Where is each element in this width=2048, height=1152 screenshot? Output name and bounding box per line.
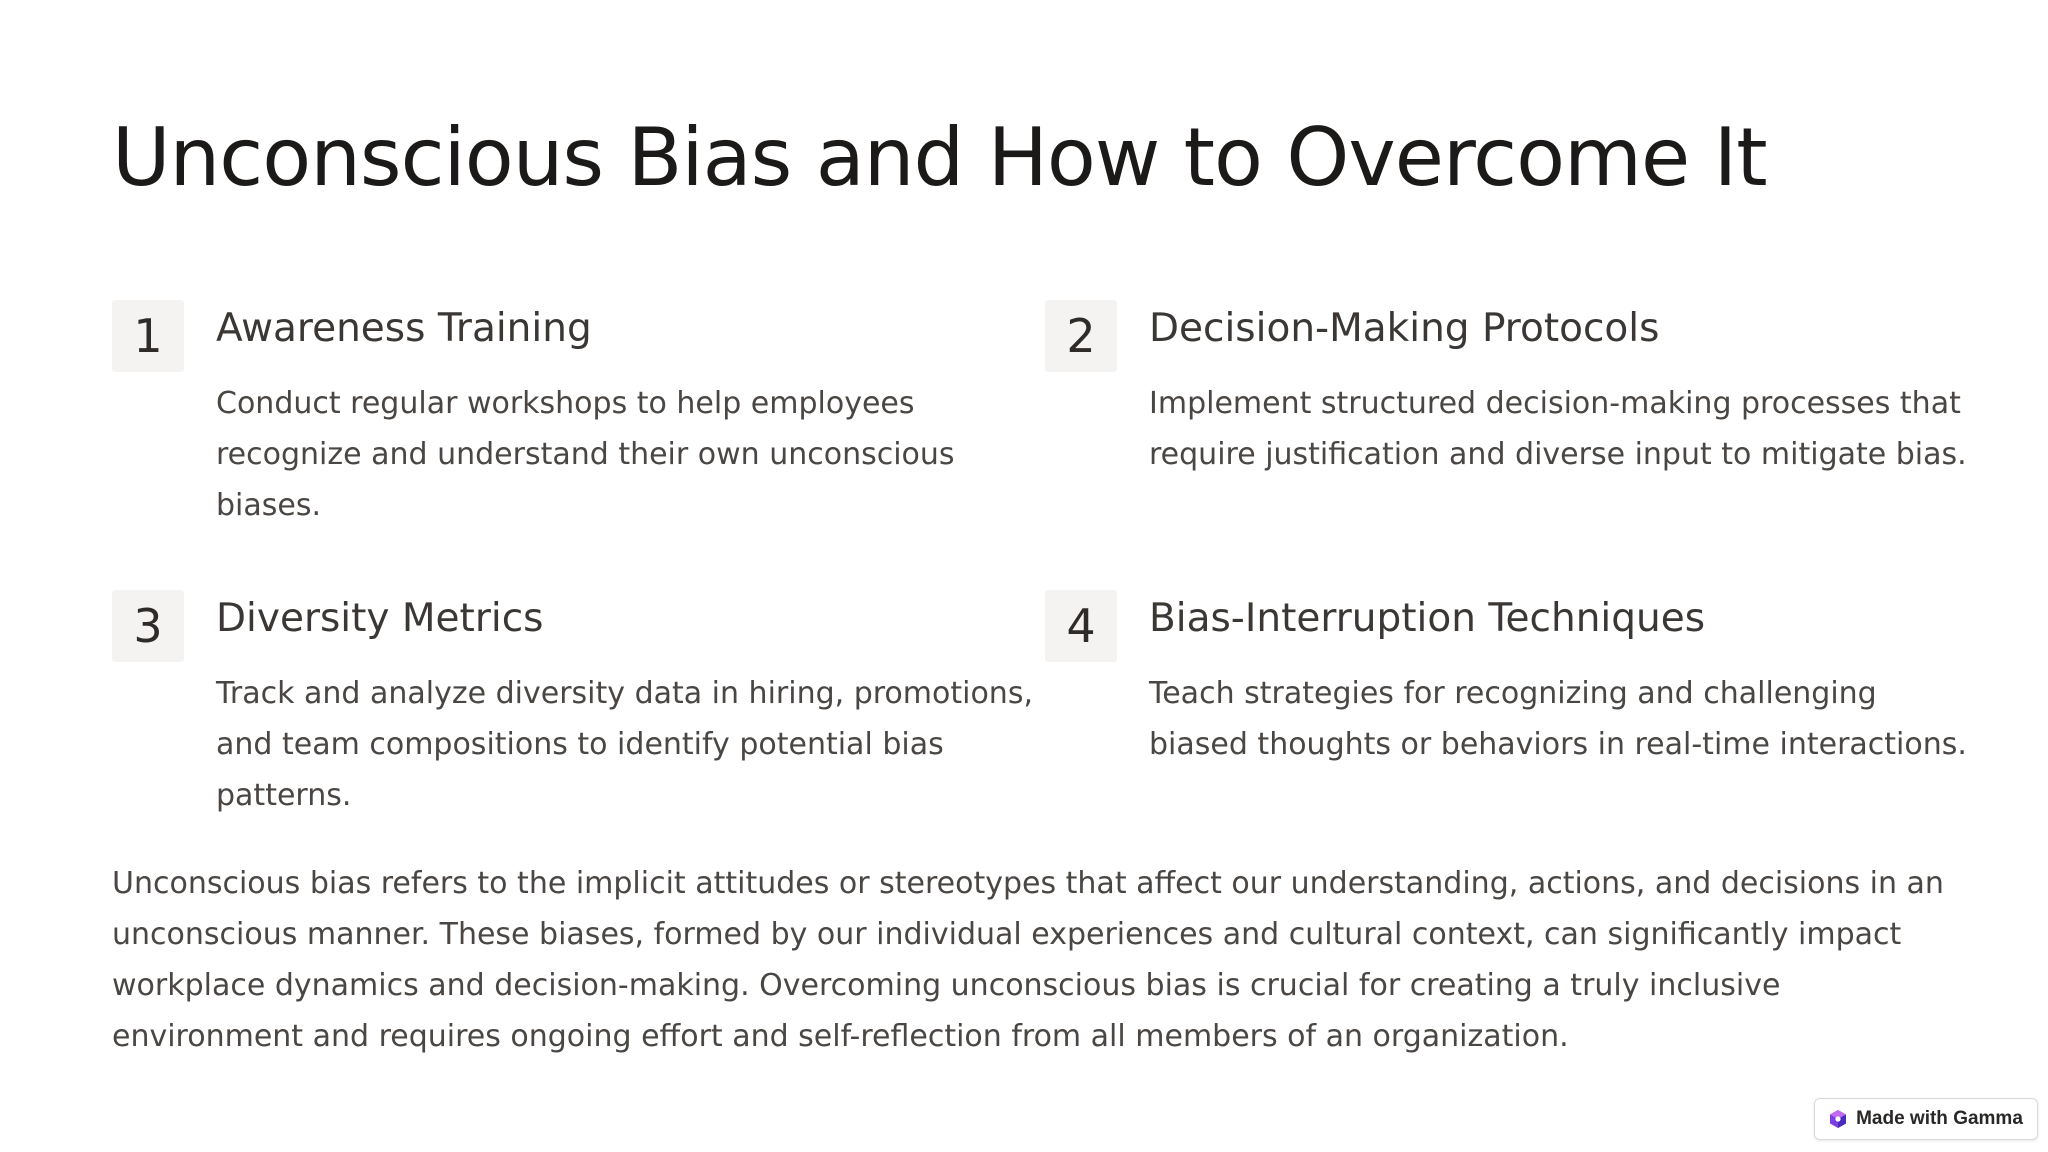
made-with-gamma-badge[interactable] bbox=[1814, 1098, 2038, 1140]
step-number: 2 bbox=[1045, 300, 1117, 372]
step-description: Teach strategies for recognizing and challenging biased thoughts or behaviors in real-time interactions. bbox=[1149, 676, 1967, 762]
step-title: Bias-Interruption Techniques bbox=[1149, 596, 1706, 641]
step-title: Decision-Making Protocols bbox=[1149, 306, 1660, 351]
step-description: Conduct regular workshops to help employees recognize and understand their own unconscious biases. bbox=[216, 386, 955, 523]
badge-label: Made with Gamma bbox=[1856, 1108, 2023, 1129]
step-number: 3 bbox=[112, 590, 184, 662]
step-description: Implement structured decision-making processes that require justification and diverse input to mitigate bias. bbox=[1149, 386, 1967, 472]
gamma-logo-icon bbox=[1829, 1109, 1847, 1129]
step-description: Track and analyze diversity data in hiring, promotions, and team compositions to identify potential bias patterns. bbox=[216, 676, 1033, 813]
step-number: 1 bbox=[112, 300, 184, 372]
summary-paragraph: Unconscious bias refers to the implicit attitudes or stereotypes that affect our understanding, actions, and decisions in an unconscious manner. These biases, formed by our individual experiences and cultural context, can significantly impact workplace dynamics and decision-making. Overcoming unconscious bias is crucial for creating a truly inclusive environment and requires ongoing effort and self-reflection from all members of an organization. bbox=[112, 866, 1944, 1054]
step-title: Awareness Training bbox=[216, 306, 592, 351]
step-number: 4 bbox=[1045, 590, 1117, 662]
page-title: Unconscious Bias and How to Overcome It bbox=[112, 111, 1767, 204]
step-title: Diversity Metrics bbox=[216, 596, 544, 641]
